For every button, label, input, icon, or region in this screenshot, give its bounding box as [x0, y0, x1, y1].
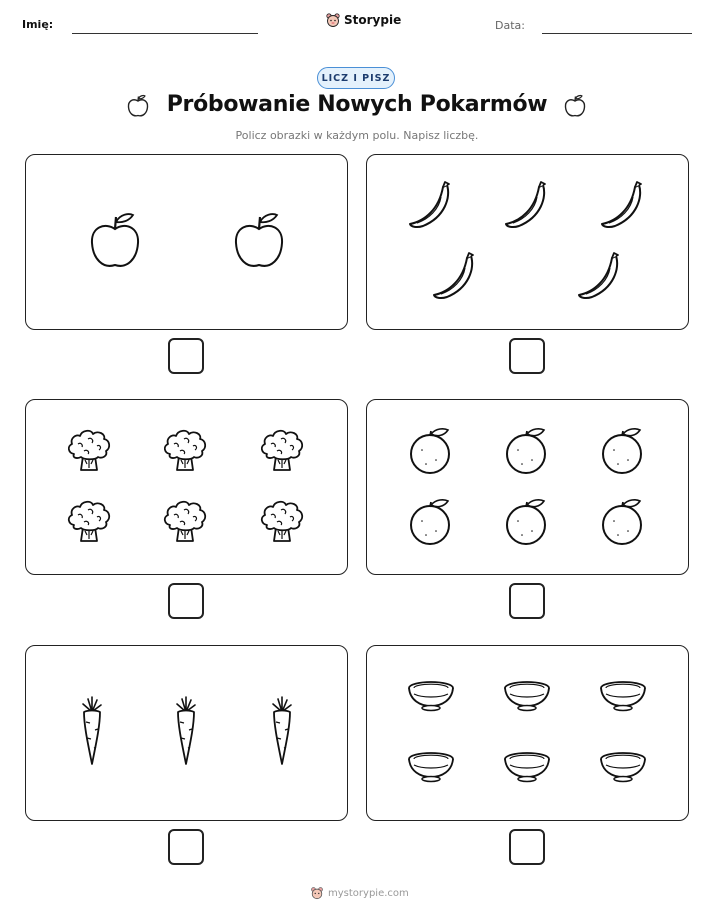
carrot-icon — [264, 696, 300, 768]
orange-icon — [406, 497, 456, 547]
apple-title-right-icon — [561, 92, 589, 120]
counting-panel-bowls — [366, 645, 689, 821]
bowl-icon — [502, 749, 552, 785]
bowl-icon — [598, 749, 648, 785]
banana-icon — [429, 250, 481, 304]
footer-url: mystorypie.com — [328, 887, 409, 899]
counting-panel-apples — [25, 154, 348, 330]
date-label: Data: — [495, 19, 525, 32]
apple-icon — [229, 209, 289, 273]
page-title: Próbowanie Nowych Pokarmów — [166, 92, 548, 117]
orange-icon — [598, 497, 648, 547]
banana-icon — [501, 179, 553, 233]
bowl-icon — [406, 678, 456, 714]
broccoli-icon — [160, 426, 210, 476]
answer-box-apples[interactable] — [168, 338, 204, 374]
answer-box-broccoli[interactable] — [168, 583, 204, 619]
answer-box-oranges[interactable] — [509, 583, 545, 619]
broccoli-icon — [64, 426, 114, 476]
orange-icon — [502, 497, 552, 547]
answer-box-bananas[interactable] — [509, 338, 545, 374]
orange-icon — [406, 426, 456, 476]
broccoli-icon — [160, 497, 210, 547]
banana-icon — [574, 250, 626, 304]
carrot-icon — [74, 696, 110, 768]
bowl-icon — [598, 678, 648, 714]
carrot-icon — [168, 696, 204, 768]
date-write-line[interactable] — [542, 33, 692, 34]
answer-box-carrots[interactable] — [168, 829, 204, 865]
bowl-icon — [502, 678, 552, 714]
broccoli-icon — [64, 497, 114, 547]
storypie-mascot-icon — [325, 12, 341, 28]
answer-box-bowls[interactable] — [509, 829, 545, 865]
bowl-icon — [406, 749, 456, 785]
footer — [310, 886, 409, 900]
brand-logo — [325, 12, 401, 28]
broccoli-icon — [257, 497, 307, 547]
name-label: Imię: — [22, 18, 54, 31]
instructions: Policz obrazki w każdym polu. Napisz liczbę. — [235, 129, 479, 142]
banana-icon — [405, 179, 457, 233]
apple-icon — [85, 209, 145, 273]
name-write-line[interactable] — [72, 33, 258, 34]
orange-icon — [598, 426, 648, 476]
storypie-mascot-icon — [310, 886, 324, 900]
orange-icon — [502, 426, 552, 476]
brand-name: Storypie — [344, 13, 402, 27]
broccoli-icon — [257, 426, 307, 476]
activity-badge: LICZ I PISZ — [317, 67, 395, 89]
banana-icon — [597, 179, 649, 233]
